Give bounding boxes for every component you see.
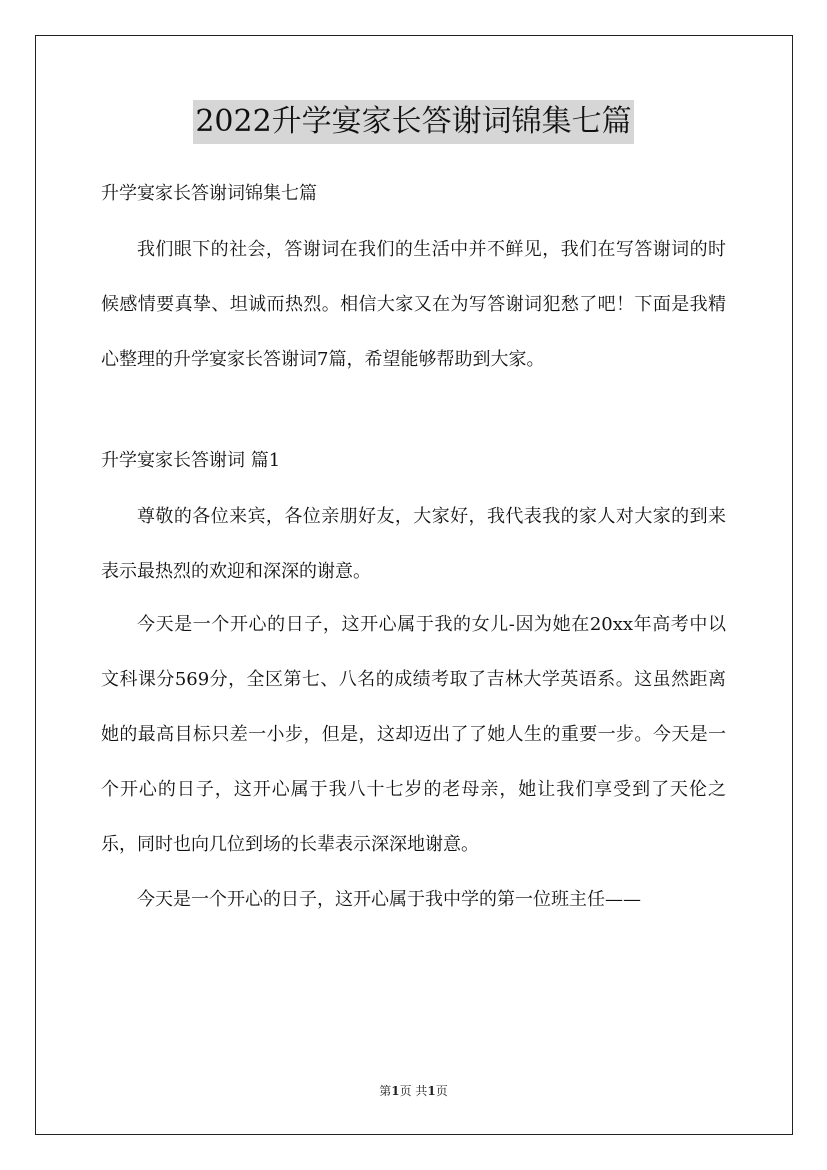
title-container [0,100,827,144]
body-paragraph: 尊敬的各位来宾，各位亲朋好友，大家好，我代表我的家人对大家的到来表示最热烈的欢迎和深深的谢意。 [101,506,726,582]
body-paragraph: 今天是一个开心的日子，这开心属于我中学的第一位班主任—— [137,889,641,910]
footer-mid: 页 共 [399,1084,428,1098]
body-paragraph: 今天是一个开心的日子，这开心属于我的女儿-因为她在20xx年高考中以文科课分569分，全区第七、八名的成绩考取了吉林大学英语系。这虽然距离她的最高目标只差一小步，但是，这却迈出了了她人生的重要一步。今天是一个开心的日子，这开心属于我八十七岁的老母亲，她让我们享受到了天伦之乐，同时也向几位到场的长辈表示深深地谢意。 [101,614,726,855]
footer-prefix: 第 [379,1084,392,1098]
section-title: 升学宴家长答谢词 篇1 [101,450,281,471]
document-body [101,172,726,927]
footer-suffix: 页 [435,1084,448,1098]
document-subtitle: 升学宴家长答谢词锦集七篇 [101,183,317,204]
page-footer [0,1082,827,1100]
footer-page-total: 1 [427,1084,436,1098]
footer-page-current: 1 [391,1084,400,1098]
section-spacer [101,387,726,439]
intro-paragraph: 我们眼下的社会，答谢词在我们的生活中并不鲜见，我们在写答谢词的时候感情要真挚、坦诚而热烈。相信大家又在为写答谢词犯愁了吧！下面是我精心整理的升学宴家长答谢词7篇，希望能够帮助到大家。 [101,239,726,370]
document-title: 2022升学宴家长答谢词锦集七篇 [193,100,633,144]
